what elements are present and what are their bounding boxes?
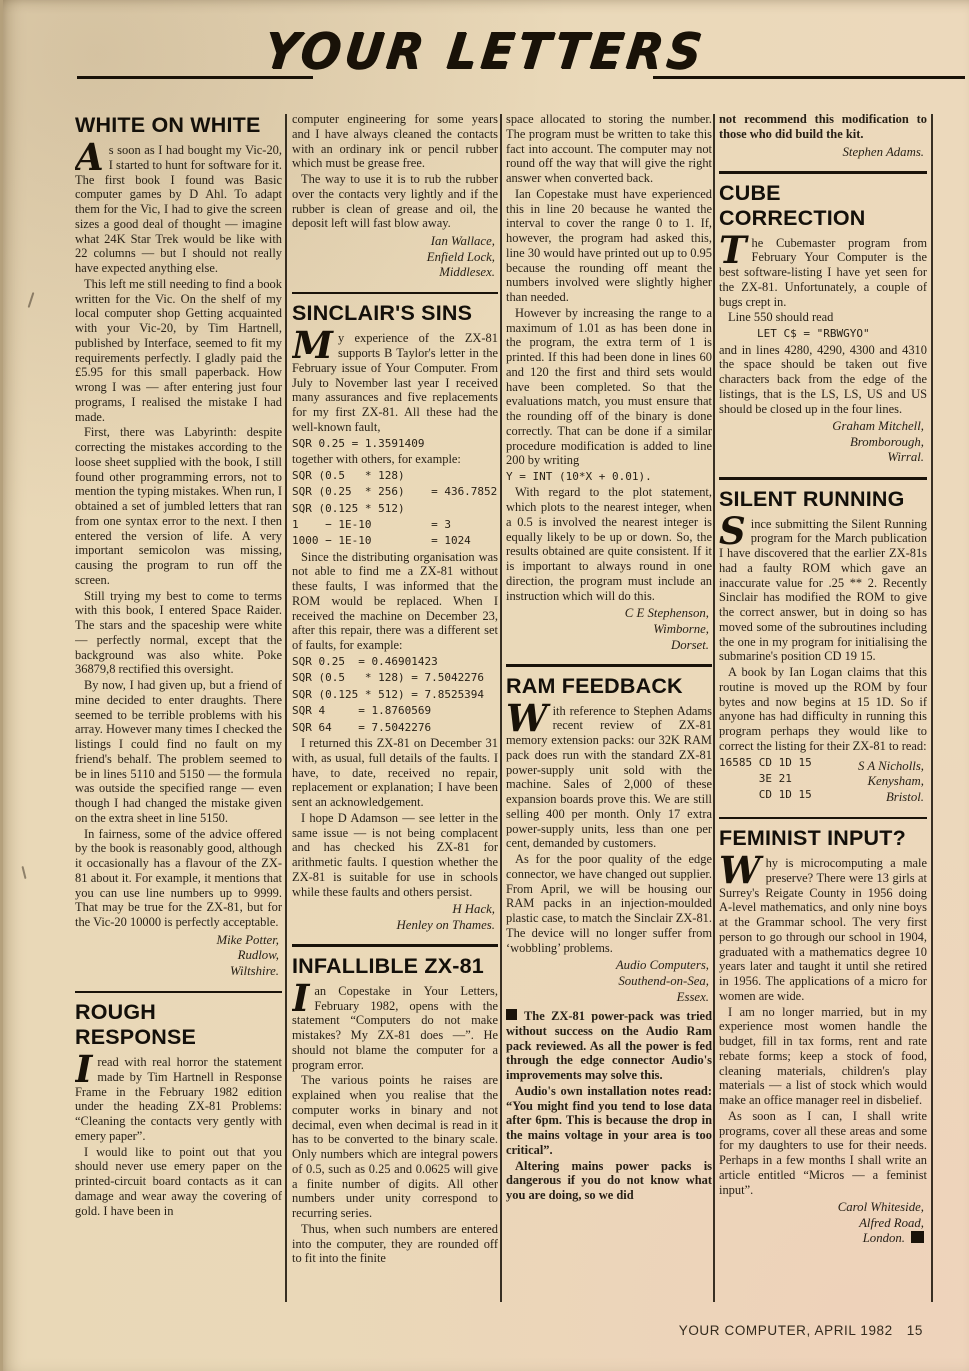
section-rule (719, 171, 927, 174)
column-2 (292, 112, 498, 1308)
paragraph: Since submitting the Silent Running program for the March publication I have discovered that the earlier ZX-81s had a faulty ROM which gave an inaccurate value for .25 ** 2. Recently Sinclair has modified the ROM to give the correct answer, but in doing so has moved some of the subroutines including the one in my program for initialising the submarine's position CD 19 15. (719, 508, 927, 664)
section-rule (719, 477, 927, 480)
paragraph: together with others, for example: (292, 451, 461, 466)
paragraph: With regard to the plot statement, which plots to the nearest integer, when a 0.5 is involved the nearest integer is equally likely to be up or down. So, the results obtained are quite consistent. If it is important to always round in one direction, the program must include an instruction which will do this. (506, 485, 712, 603)
code-line: SQR 64 = 7.5042276 (292, 720, 432, 734)
masthead-title: YOUR LETTERS (260, 22, 709, 81)
paragraph: Ian Copestake in Your Letters, February 1982, opens with the statement “Computers do not make mistakes? My ZX-81 does —”. He should not blame the computer for a program error. (292, 975, 498, 1072)
code-line: 16585 CD 1D 15 (719, 755, 812, 769)
headline-rough-response: ROUGH RESPONSE (75, 1000, 197, 1050)
paragraph: Iread with real horror the statement made by Tim Hartnell in Response Frame in the February 1982 edition under the heading ZX-81 Problems: “Cleaning the contacts very gently with emery paper”. (75, 1047, 282, 1143)
page-footer (679, 1323, 923, 1338)
headline-ram-feedback: RAM FEEDBACK (506, 673, 683, 698)
headline-white-on-white: WHITE ON WHITE (75, 113, 261, 137)
paragraph: Why is microcomputing a male preserve? There were 13 girls at Surrey's Reigate County in 1956 doing A-level mathematics, and only nine boys at the Grammar school. The very first person to go through our school in 1904, graduated with a mathematics degree 10 years later and taught it until she retired in 1956. The applications of a micro for women are wide. (719, 848, 927, 1003)
code-line: SQR (0.5 * 128) = 7.5042276 (292, 671, 485, 685)
signature: Carol Whiteside, Alfred Road, London. (837, 1200, 924, 1246)
pen-mark (21, 866, 26, 879)
column-divider (500, 114, 502, 1302)
code-line: SQR (0.125 * 512) = 7.8525394 (292, 687, 485, 701)
end-of-letters-marker-icon (911, 1231, 924, 1243)
column-3 (506, 112, 712, 1308)
code-line: SQR (0.25 * 256) = 436.7852 (292, 485, 498, 499)
editor-note: Audio's own installation notes read: “You might find you tend to lose data after 6pm. This is because the drop in the mains voltage in your area is too critical”. (506, 1083, 712, 1157)
headline-cube-correction: CUBE CORRECTION (719, 180, 866, 230)
code-line: SQR (0.125 * 512) (292, 501, 405, 515)
paragraph: I am no longer married, but in my experience most women handle the budget, fill in tax forms, rent and rate rebate forms; keep a stock of food, cleaning materials, children's play materials — a list of stock which would make an office manager reel in disbelief. (719, 1004, 927, 1108)
code-line: 1000 − 1E-10 = 1024 (292, 534, 471, 548)
section-rule (506, 664, 712, 667)
paragraph: Thus, when such numbers are entered into the computer, they are rounded off to fit into the finite (292, 1221, 498, 1266)
paragraph: With reference to Stephen Adams recent review of ZX-81 memory extension packs: our 32K RAM pack does run with the standard ZX-81 power-supply unit sold with the machine. Sales of 2,000 of these expansion boards prove this. We are still selling 400 per month. Only 17 extra power-supply units, less than one per cent, demanded by customers. (506, 695, 712, 851)
column-1 (75, 112, 282, 1308)
column-4 (719, 112, 927, 1308)
paragraph: As soon as I can, I shall write programs, cover all these areas and some for my daughters to use for their needs. Perhaps in a few months I shall write an article entitled “Micros — a feminist input”. (719, 1108, 927, 1197)
drop-cap: S (719, 508, 746, 553)
paragraph: In fairness, some of the advice offered by the book is reasonably good, although it occasionally has a flavour of the ZX-81 about it. For example, it mentions that you can use line numbers up to 9999. That may be true for the ZX-81, but for the Vic-20 10000 is perfectly acceptable. (75, 826, 282, 929)
drop-cap: T (719, 227, 747, 272)
paragraph: computer engineering for some years and I have always cleaned the contacts with an ordinary ink or pencil rubber which must be grease free. (292, 112, 498, 171)
drop-cap: I (75, 1047, 93, 1092)
paragraph: I hope D Adamson — see letter in the same issue — is not being complacent and has checked his ZX-81 for arithmetic faults. I question whether the ZX-81 is suitable for use in schools while these faults and others persist. (292, 810, 498, 899)
paragraph: Line 550 should read (728, 310, 834, 325)
code-line: Y = INT (10*X + 0.01). (506, 470, 652, 483)
section-rule (719, 817, 927, 820)
code-line: LET C$ = "RBWGYO" (757, 327, 870, 341)
code-line: SQR 0.25 = 1.3591409 (292, 436, 425, 450)
editor-note: Altering mains power packs is dangerous if you do not know what you are doing, so we did (506, 1158, 712, 1203)
drop-cap: I (292, 975, 310, 1020)
paragraph: However by increasing the range to a maximum of 1.01 as has been done in the program, the extra term of 1 is printed. If this had been done in lines 60 and 120 the first and third sets would have been completed. So that the evaluations match, you must ensure that the rounding off of the binary is done correctly. That can be done if a similar procedure modification is added to line 200 by writing (506, 305, 712, 468)
editor-note-square-icon (506, 1009, 517, 1020)
signature: C E Stephenson, Wimborne, Dorset. (624, 606, 709, 652)
paragraph: As for the poor quality of the edge connector, we have changed out supplier. From April, we will be housing our RAM packs in an injection-moulded plastic case, to match the Sinclair ZX-81. The device will no longer suffer from ‘wobbling’ problems. (506, 852, 712, 955)
paragraph: By now, I had given up, but a friend of mine decided to enter draughts. There seemed to be terrible problems with his array. However many times I checked the listings I could find no fault on my friend's behalf. The problem seemed to be in lines 5110 and 5150 — the formula was outside the specified range — even though I had changed the mistake given on the extra sheet in line 5150. (75, 678, 282, 825)
column-divider (285, 114, 287, 1302)
paragraph: and in lines 4280, 4290, 4300 and 4310 the space should be taken out five characters back from the edge of the listings, that is the LS, LS, US and US should be closed up in the four lines. (719, 342, 927, 416)
drop-cap: W (719, 848, 761, 893)
column-divider (713, 114, 715, 1302)
paragraph: I would like to point out that you should never use emery paper on the printed-circuit board contacts as it can damage and wear away the covering of gold. I have been in (75, 1144, 282, 1218)
paragraph: The Cubemaster program from February Your Computer is the best software-listing I have yet seen for the ZX-81. Unfortunately, a couple of bugs crept in. (719, 227, 927, 309)
signature: H Hack, Henley on Thames. (396, 902, 495, 932)
pen-mark (28, 292, 35, 308)
code-line: SQR 4 = 1.8760569 (292, 704, 432, 718)
paragraph: space allocated to storing the number. The program must be written to take this fact into account. The computer may not round off the way that will give the right answer when converted back. (506, 112, 712, 185)
drop-cap: M (292, 323, 333, 368)
drop-cap: W (506, 695, 548, 740)
signature: Ian Wallace, Enfield Lock, Middlesex. (426, 234, 495, 280)
paragraph: The way to use it is to rub the rubber over the contacts very lightly and if the rubber is clean of grease and oil, the deposit left will fast blow away. (292, 172, 498, 231)
drop-cap: A (75, 135, 104, 179)
paragraph: Since the distributing organisation was not able to find me a ZX-81 without these faults, I was informed that the ROM would be replaced. When I received the machine on December 23, after this repair, there was a different set of faults, for example: (292, 549, 498, 653)
footer-magazine-name: YOUR COMPUTER, APRIL 1982 (678, 1323, 893, 1338)
column-divider (931, 114, 933, 1302)
paragraph: The various points he raises are explained when you realise that the computer works in binary and not decimal, even when decimal is read in it has to be converted to the binary scale. Only numbers which are integral powers of 0.5, such as 0.25 and 0.0625 will give a finite number of digits. All other numbers under unity correspond to recurring series. (292, 1073, 498, 1221)
headline-sinclairs-sins: SINCLAIR'S SINS (292, 301, 473, 326)
paragraph: A book by Ian Logan claims that this routine is moved up the ROM by four bytes and now begins at 15 1D. So if anyone has had difficulty in running this program perhaps they would like to correct the listing for their ZX-81 to read: (719, 665, 927, 753)
paragraph: I returned this ZX-81 on December 31 with, as usual, full details of the faults. I have, to date, received no repair, replacement or explanation; I have been sent an acknowledgement. (292, 736, 498, 809)
masthead (0, 16, 969, 96)
paragraph: My experience of the ZX-81 supports B Taylor's letter in the February issue of Your Computer. From July to November last year I received many assurances and five replacements for my first ZX-81. All these had the well-known fault, (292, 323, 498, 434)
signature: Stephen Adams. (842, 144, 924, 159)
section-rule (292, 292, 498, 295)
paragraph: Ian Copestake must have experienced this in line 20 because he wanted the interval to cover the range 0 to 1. If, however, the program had asked this, line 30 would have printed out up to 0.95 because the rounding off meant the numbers involved were slightly higher than needed. (506, 186, 712, 304)
code-line: CD 1D 15 (719, 788, 812, 802)
signature: Mike Potter, Rudlow, Wiltshire. (216, 932, 279, 978)
code-line: 1 − 1E-10 = 3 (292, 517, 451, 531)
code-line: 3E 21 (719, 771, 792, 785)
paragraph: This left me still needing to find a book written for the Vic. On the shelf of my local computer shop Getting acquainted with your Vic-20, by Tim Hartnell, published by Interface, seemed to fit my requirements perfectly. I gladly paid the £5.95 for this small paperback. How wrong I was — after entering just four programs, I realised the mistake I had made. (75, 276, 282, 424)
signature: Audio Computers, Southend-on-Sea, Essex. (615, 958, 709, 1004)
paragraph: Still trying my best to come to terms with this book, I entered Space Raider. The stars and the spaceship were white — perfectly normal, except that the background was also white. Poke 36879,8 rectified this oversight. (75, 588, 282, 677)
section-rule (292, 944, 498, 947)
signature: S A Nicholls, Kenysham, Bristol. (857, 758, 924, 804)
code-line: SQR (0.5 * 128) (292, 468, 405, 482)
paragraph: First, there was Labyrinth: despite correcting the mistakes according to the loose sheet supplied with the book, I still found other programming errors, not to mention the typing mistakes. When run, I obtained a set of jumbled letters that ran from one syntax error to the next. I then entered the version of life. A very important semicolon was missing, causing the program to run off the screen. (75, 425, 282, 587)
signature: Graham Mitchell, Bromborough, Wirral. (832, 419, 924, 465)
footer-page-number: 15 (906, 1323, 923, 1338)
headline-infallible-zx81: INFALLIBLE ZX-81 (292, 953, 484, 978)
code-line: SQR 0.25 = 0.46901423 (292, 654, 438, 668)
paragraph: As soon as I had bought my Vic-20, I started to hunt for software for it. The first book I found was Basic computer games by D Ahl. To adapt them for the Vic, I had to give the screen sizes a good deal of thought — imagine what 24K Star Trek would be like with 22 columns — but I should not really have expected anything else. (75, 135, 282, 275)
headline-feminist-input: FEMINIST INPUT? (719, 826, 906, 851)
editor-note: The ZX-81 power-pack was tried without success on the Audio Ram pack reviewed. As all the power is fed through the edge connector Audio's improvements may solve this. (506, 1009, 712, 1083)
headline-silent-running: SILENT RUNNING (719, 486, 905, 511)
editor-note: not recommend this modification to those who did build the kit. (719, 112, 927, 141)
section-rule (75, 991, 282, 994)
